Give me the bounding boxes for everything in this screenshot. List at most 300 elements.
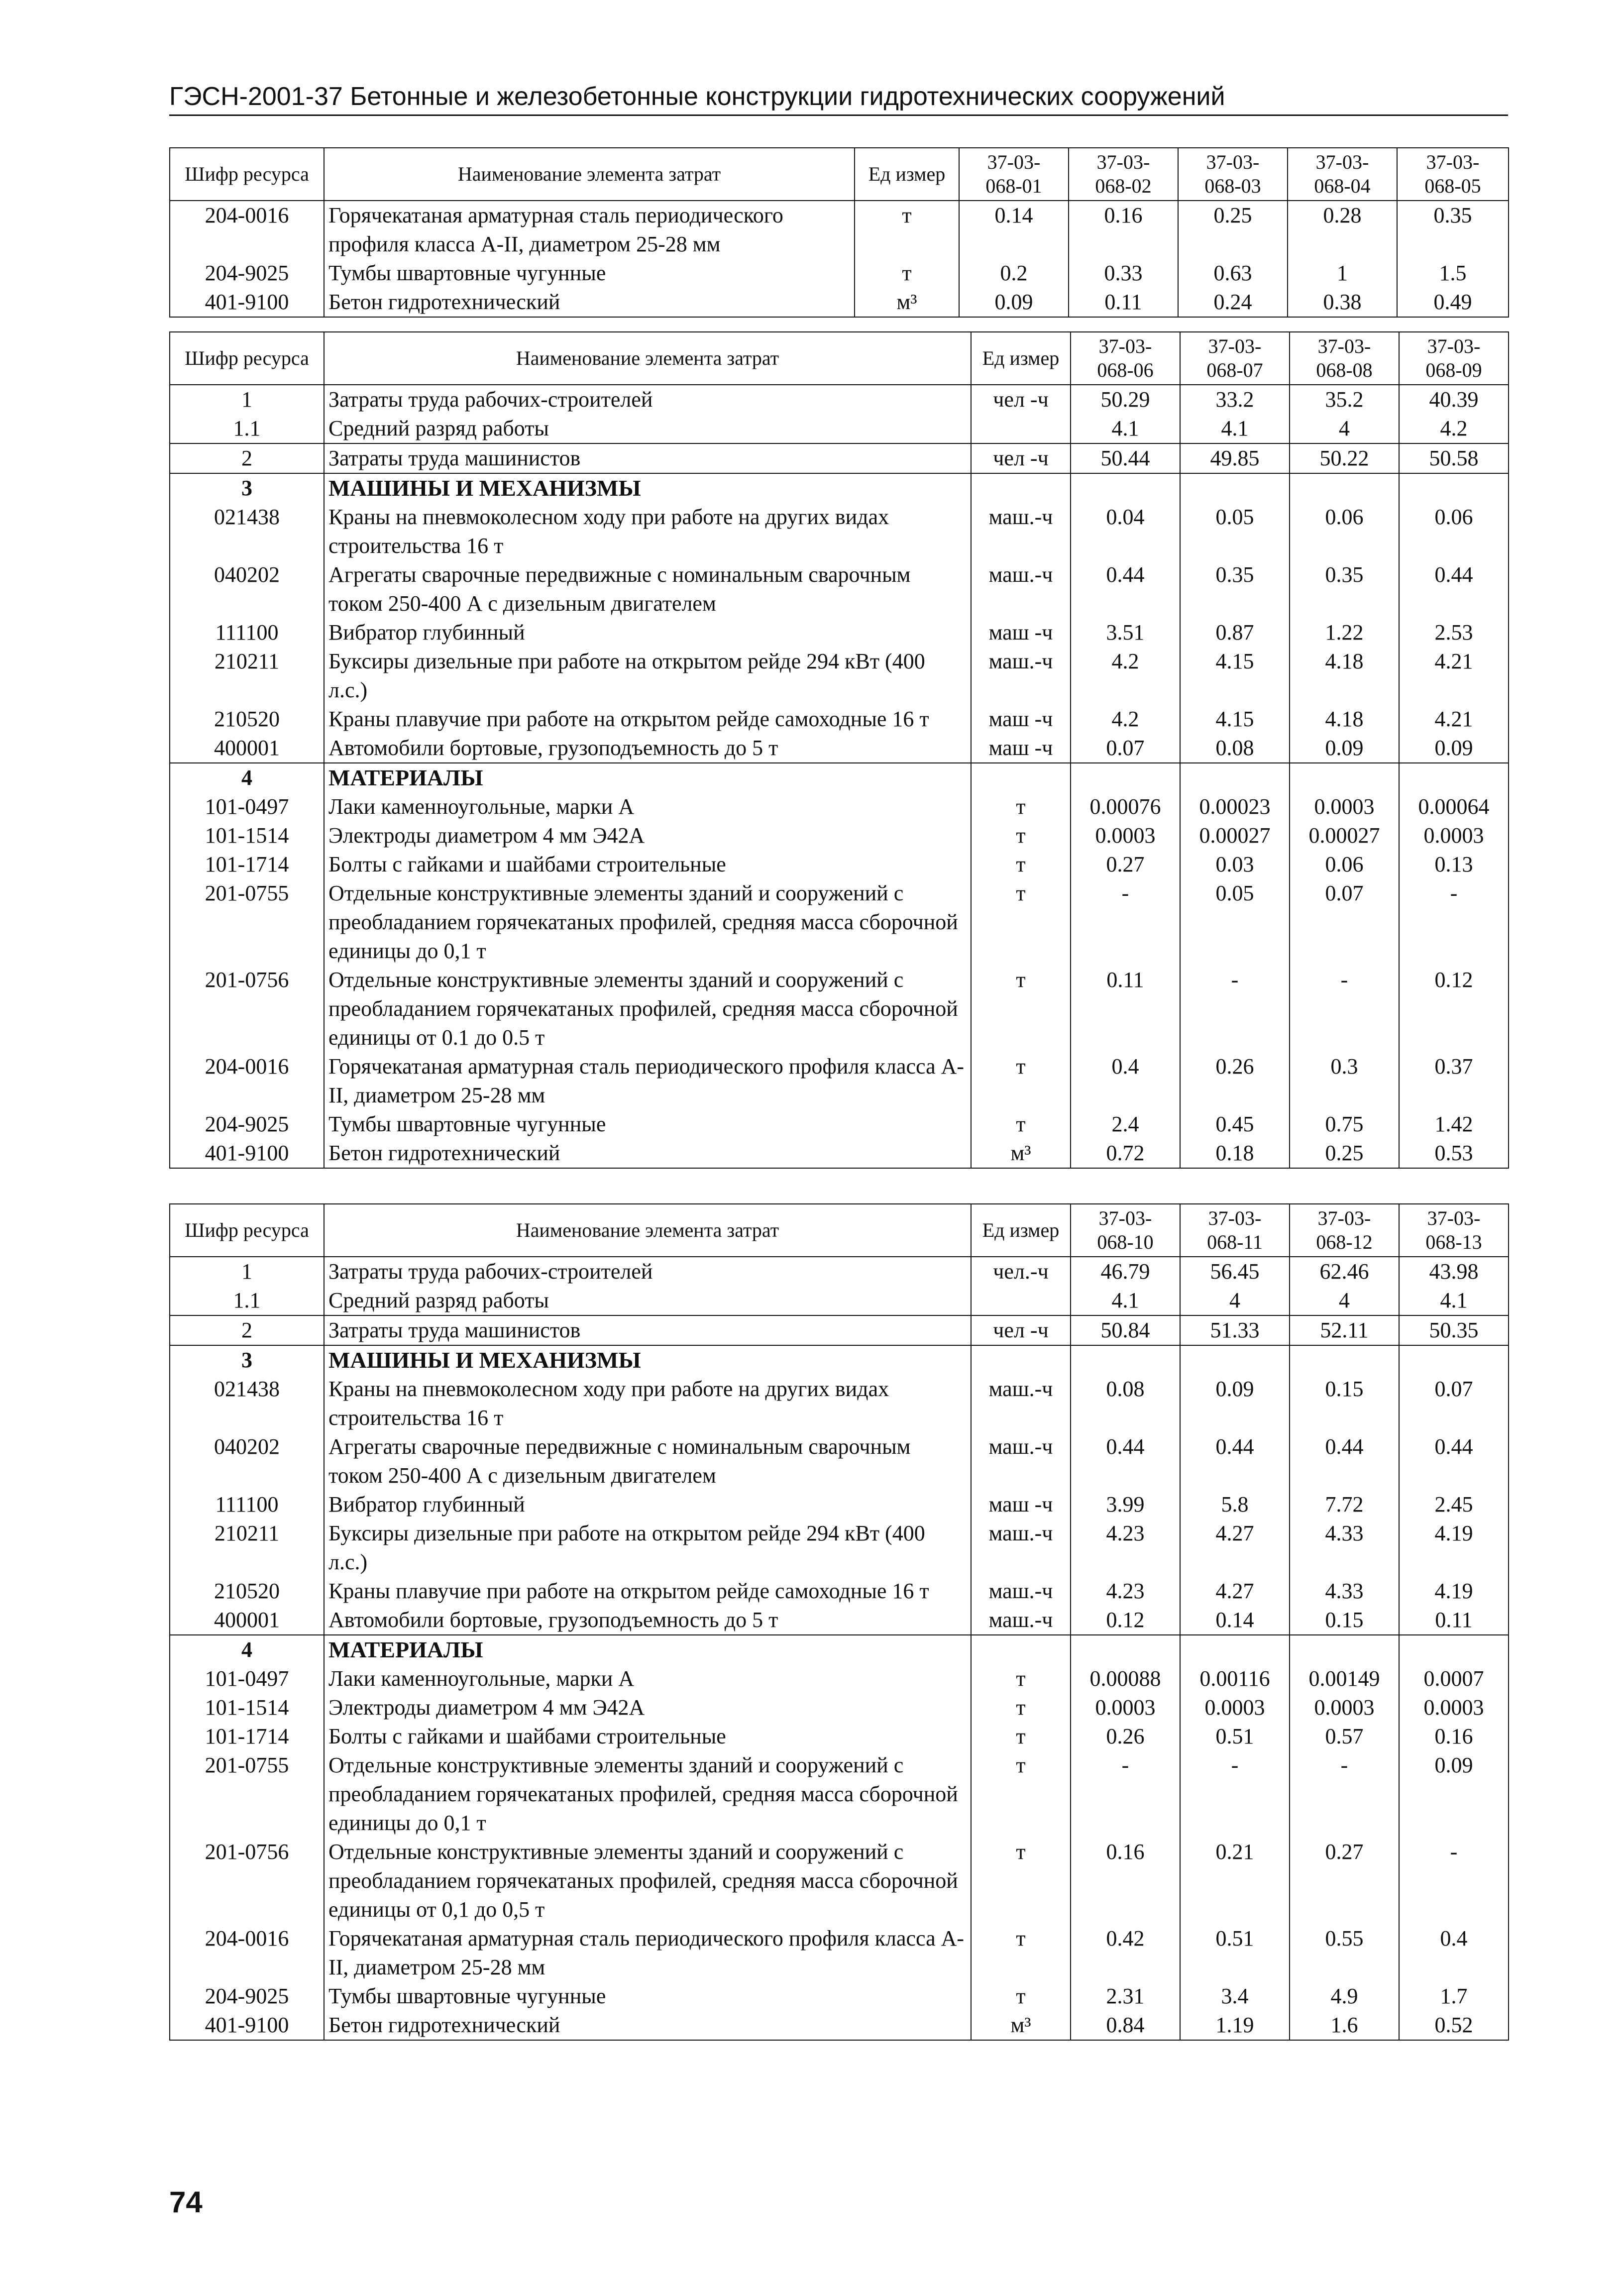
column-header-name: Наименование элемента затрат — [324, 148, 855, 201]
norm-value — [1071, 1635, 1180, 1664]
unit-of-measure — [971, 763, 1071, 792]
norm-value: 0.00116 — [1180, 1664, 1290, 1693]
norm-value: 40.39 — [1399, 385, 1509, 414]
table-row — [170, 1432, 1509, 1490]
norm-value: 0.25 — [1178, 201, 1288, 259]
column-header-unit: Ед измер — [971, 1204, 1071, 1257]
unit-of-measure: чел -ч — [971, 1315, 1071, 1345]
norm-value — [1399, 1635, 1509, 1664]
norm-value: 2.53 — [1399, 618, 1509, 647]
unit-of-measure: маш -ч — [971, 705, 1071, 734]
resource-name: Краны на пневмоколесном ходу при работе на других видах строительства 16 т — [324, 1375, 971, 1432]
resource-name: Краны на пневмоколесном ходу при работе на других видах строительства 16 т — [324, 503, 971, 560]
norm-value: 5.8 — [1180, 1490, 1290, 1519]
table-row — [170, 1722, 1509, 1751]
norm-value: - — [1290, 1751, 1399, 1838]
unit-of-measure: чел -ч — [971, 443, 1071, 473]
norm-value: 0.15 — [1290, 1375, 1399, 1432]
table-row — [170, 259, 1509, 288]
norm-value: 0.0003 — [1399, 1693, 1509, 1722]
norm-value: 0.4 — [1399, 1924, 1509, 1982]
column-header-name: Наименование элемента затрат — [324, 1204, 971, 1257]
resource-code: 101-0497 — [170, 1664, 324, 1693]
unit-of-measure: т — [971, 1722, 1071, 1751]
section-title: МАШИНЫ И МЕХАНИЗМЫ — [324, 1345, 971, 1375]
norm-value: 0.57 — [1290, 1722, 1399, 1751]
section-title: МАТЕРИАЛЫ — [324, 1635, 971, 1664]
unit-of-measure: маш.-ч — [971, 647, 1071, 705]
norm-value — [1399, 473, 1509, 503]
resource-name: Вибратор глубинный — [324, 1490, 971, 1519]
table-row — [170, 1519, 1509, 1577]
norm-value: 0.25 — [1290, 1139, 1399, 1168]
resource-code: 2 — [170, 443, 324, 473]
resource-name: Тумбы швартовные чугунные — [324, 1110, 971, 1139]
norm-value: 0.18 — [1180, 1139, 1290, 1168]
norm-value: 0.00149 — [1290, 1664, 1399, 1693]
norm-value: 0.11 — [1071, 966, 1180, 1052]
unit-of-measure: т — [971, 1924, 1071, 1982]
norm-value: 0.26 — [1180, 1052, 1290, 1110]
column-header-norm: 37-03- 068-10 — [1071, 1204, 1180, 1257]
unit-of-measure — [971, 473, 1071, 503]
norm-value: 4.27 — [1180, 1577, 1290, 1606]
column-header-code: Шифр ресурса — [170, 1204, 324, 1257]
norm-value: 0.03 — [1180, 850, 1290, 879]
resource-code: 210211 — [170, 647, 324, 705]
norm-value: 0.0003 — [1290, 792, 1399, 821]
resource-name: Болты с гайками и шайбами строительные — [324, 1722, 971, 1751]
norm-value: 7.72 — [1290, 1490, 1399, 1519]
column-header-norm: 37-03- 068-03 — [1178, 148, 1288, 201]
norm-value: - — [1399, 1838, 1509, 1924]
table-row — [170, 821, 1509, 850]
column-header-norm: 37-03- 068-12 — [1290, 1204, 1399, 1257]
norm-value: 0.28 — [1288, 201, 1397, 259]
unit-of-measure: маш -ч — [971, 1490, 1071, 1519]
section-title: МАШИНЫ И МЕХАНИЗМЫ — [324, 473, 971, 503]
resource-table-1 — [169, 147, 1509, 318]
resource-name: Буксиры дизельные при работе на открытом рейде 294 кВт (400 л.с.) — [324, 647, 971, 705]
unit-of-measure: т — [971, 1751, 1071, 1838]
resource-code: 4 — [170, 763, 324, 792]
table-row — [170, 1606, 1509, 1635]
norm-value: 0.35 — [1397, 201, 1509, 259]
unit-of-measure: т — [971, 966, 1071, 1052]
norm-value: 0.2 — [959, 259, 1069, 288]
column-header-code: Шифр ресурса — [170, 148, 324, 201]
norm-value: 49.85 — [1180, 443, 1290, 473]
norm-value: 1.42 — [1399, 1110, 1509, 1139]
norm-value: 62.46 — [1290, 1257, 1399, 1286]
norm-value: 0.38 — [1288, 288, 1397, 317]
unit-of-measure: т — [971, 1052, 1071, 1110]
unit-of-measure: м³ — [971, 1139, 1071, 1168]
norm-value: 0.07 — [1071, 734, 1180, 763]
unit-of-measure: маш.-ч — [971, 1432, 1071, 1490]
resource-name: Лаки каменноугольные, марки А — [324, 792, 971, 821]
table-row — [170, 443, 1509, 473]
norm-value: 4.15 — [1180, 705, 1290, 734]
unit-of-measure: маш.-ч — [971, 1606, 1071, 1635]
norm-value: 4.27 — [1180, 1519, 1290, 1577]
table-row — [170, 385, 1509, 414]
table-row — [170, 560, 1509, 618]
table-row — [170, 1315, 1509, 1345]
norm-value: 3.4 — [1180, 1982, 1290, 2011]
norm-value: 0.11 — [1069, 288, 1178, 317]
table-row — [170, 850, 1509, 879]
resource-code: 4 — [170, 1635, 324, 1664]
column-header-code: Шифр ресурса — [170, 332, 324, 385]
unit-of-measure: чел.-ч — [971, 1257, 1071, 1286]
norm-value: 0.16 — [1399, 1722, 1509, 1751]
norm-value: 4.2 — [1399, 414, 1509, 443]
norm-value: 46.79 — [1071, 1257, 1180, 1286]
norm-value: 4.18 — [1290, 647, 1399, 705]
norm-value: 2.4 — [1071, 1110, 1180, 1139]
norm-value: 4.21 — [1399, 705, 1509, 734]
norm-value: 0.12 — [1071, 1606, 1180, 1635]
resource-name: Агрегаты сварочные передвижные с номинальным сварочным током 250-400 А с дизельным двигателем — [324, 560, 971, 618]
resource-name: Бетон гидротехнический — [324, 2011, 971, 2040]
column-header-unit: Ед измер — [855, 148, 959, 201]
resource-code: 040202 — [170, 560, 324, 618]
norm-value — [1180, 1345, 1290, 1375]
unit-of-measure: т — [971, 879, 1071, 966]
table-row — [170, 879, 1509, 966]
resource-code: 401-9100 — [170, 1139, 324, 1168]
resource-code: 111100 — [170, 618, 324, 647]
norm-value: 0.3 — [1290, 1052, 1399, 1110]
norm-value: 4.33 — [1290, 1577, 1399, 1606]
norm-value: 0.11 — [1399, 1606, 1509, 1635]
column-header-norm: 37-03- 068-08 — [1290, 332, 1399, 385]
table-row — [170, 734, 1509, 763]
resource-code: 204-9025 — [170, 1982, 324, 2011]
column-header-norm: 37-03- 068-05 — [1397, 148, 1509, 201]
column-header-norm: 37-03- 068-04 — [1288, 148, 1397, 201]
norm-value: 50.35 — [1399, 1315, 1509, 1345]
norm-value: 0.51 — [1180, 1722, 1290, 1751]
table-row — [170, 1110, 1509, 1139]
table-row — [170, 1257, 1509, 1286]
norm-value: 0.44 — [1180, 1432, 1290, 1490]
norm-value: - — [1071, 1751, 1180, 1838]
norm-value: 50.22 — [1290, 443, 1399, 473]
norm-value: 0.05 — [1180, 879, 1290, 966]
resource-name: Средний разряд работы — [324, 1286, 971, 1315]
resource-code: 3 — [170, 1345, 324, 1375]
norm-value: 0.00076 — [1071, 792, 1180, 821]
norm-value: 0.44 — [1071, 1432, 1180, 1490]
resource-code: 210520 — [170, 1577, 324, 1606]
unit-of-measure: т — [971, 1664, 1071, 1693]
resource-name: Отдельные конструктивные элементы зданий и сооружений с преобладанием горячекатаных профилей, средняя масса сборочной единицы от 0,1 до 0,5 т — [324, 1838, 971, 1924]
norm-value — [1180, 763, 1290, 792]
norm-value: 1 — [1288, 259, 1397, 288]
norm-value: - — [1290, 966, 1399, 1052]
resource-code: 201-0756 — [170, 966, 324, 1052]
norm-value: 50.29 — [1071, 385, 1180, 414]
table-row — [170, 2011, 1509, 2040]
column-header-norm: 37-03- 068-13 — [1399, 1204, 1509, 1257]
norm-value: 51.33 — [1180, 1315, 1290, 1345]
unit-of-measure: т — [855, 259, 959, 288]
unit-of-measure: м³ — [971, 2011, 1071, 2040]
norm-value: 1.22 — [1290, 618, 1399, 647]
resource-code: 1.1 — [170, 414, 324, 443]
norm-value: 0.13 — [1399, 850, 1509, 879]
table-row — [170, 1751, 1509, 1838]
resource-code: 021438 — [170, 1375, 324, 1432]
resource-code: 3 — [170, 473, 324, 503]
norm-value: 4 — [1290, 414, 1399, 443]
norm-value: 1.7 — [1399, 1982, 1509, 2011]
table-row — [170, 288, 1509, 317]
norm-value — [1071, 1345, 1180, 1375]
norm-value: 4.1 — [1071, 1286, 1180, 1315]
column-header-norm: 37-03- 068-11 — [1180, 1204, 1290, 1257]
resource-code: 101-1714 — [170, 1722, 324, 1751]
resource-name: Электроды диаметром 4 мм Э42А — [324, 1693, 971, 1722]
norm-value: 0.07 — [1399, 1375, 1509, 1432]
norm-value — [1290, 1635, 1399, 1664]
resource-name: Горячекатаная арматурная сталь периодического профиля класса А-II, диаметром 25-28 мм — [324, 1052, 971, 1110]
norm-value: 4 — [1180, 1286, 1290, 1315]
norm-value: 0.44 — [1399, 560, 1509, 618]
norm-value: 0.06 — [1290, 503, 1399, 560]
resource-code: 111100 — [170, 1490, 324, 1519]
column-header-norm: 37-03- 068-01 — [959, 148, 1069, 201]
column-header-norm: 37-03- 068-06 — [1071, 332, 1180, 385]
column-header-norm: 37-03- 068-09 — [1399, 332, 1509, 385]
resource-code: 210520 — [170, 705, 324, 734]
norm-value: 0.55 — [1290, 1924, 1399, 1982]
norm-value: 0.0003 — [1290, 1693, 1399, 1722]
resource-code: 401-9100 — [170, 288, 324, 317]
unit-of-measure: т — [971, 850, 1071, 879]
resource-code: 2 — [170, 1315, 324, 1345]
norm-value: 4.1 — [1180, 414, 1290, 443]
resource-code: 101-1714 — [170, 850, 324, 879]
norm-value — [1290, 1345, 1399, 1375]
unit-of-measure: маш.-ч — [971, 560, 1071, 618]
resource-name: Тумбы швартовные чугунные — [324, 259, 855, 288]
norm-value: 0.21 — [1180, 1838, 1290, 1924]
resource-name: Вибратор глубинный — [324, 618, 971, 647]
resource-name: Горячекатаная арматурная сталь периодического профиля класса А-II, диаметром 25-28 мм — [324, 201, 855, 259]
norm-value: 0.00064 — [1399, 792, 1509, 821]
norm-value: 43.98 — [1399, 1257, 1509, 1286]
table-row — [170, 1693, 1509, 1722]
unit-of-measure — [971, 1635, 1071, 1664]
norm-value: 4 — [1290, 1286, 1399, 1315]
resource-name: Лаки каменноугольные, марки А — [324, 1664, 971, 1693]
norm-value: 0.44 — [1071, 560, 1180, 618]
norm-value: 0.06 — [1290, 850, 1399, 879]
resource-code: 401-9100 — [170, 2011, 324, 2040]
norm-value: - — [1071, 879, 1180, 966]
norm-value: 0.0003 — [1399, 821, 1509, 850]
norm-value: 3.99 — [1071, 1490, 1180, 1519]
norm-value: 52.11 — [1290, 1315, 1399, 1345]
resource-name: Тумбы швартовные чугунные — [324, 1982, 971, 2011]
norm-value: 4.1 — [1399, 1286, 1509, 1315]
norm-value: 50.44 — [1071, 443, 1180, 473]
unit-of-measure: т — [855, 201, 959, 259]
resource-code: 204-0016 — [170, 201, 324, 259]
table-row — [170, 1577, 1509, 1606]
norm-value: 0.37 — [1399, 1052, 1509, 1110]
column-header-norm: 37-03- 068-02 — [1069, 148, 1178, 201]
norm-value: 4.23 — [1071, 1519, 1180, 1577]
norm-value: 0.09 — [959, 288, 1069, 317]
norm-value: 0.75 — [1290, 1110, 1399, 1139]
unit-of-measure: маш -ч — [971, 734, 1071, 763]
section-row — [170, 763, 1509, 792]
norm-value: 0.04 — [1071, 503, 1180, 560]
norm-value: 4.15 — [1180, 647, 1290, 705]
resource-name: Затраты труда машинистов — [324, 443, 971, 473]
resource-code: 1 — [170, 1257, 324, 1286]
norm-value: 4.2 — [1071, 647, 1180, 705]
unit-of-measure: т — [971, 792, 1071, 821]
resource-code: 201-0756 — [170, 1838, 324, 1924]
norm-value: 1.6 — [1290, 2011, 1399, 2040]
table-row — [170, 503, 1509, 560]
table-row — [170, 966, 1509, 1052]
norm-value: 0.00088 — [1071, 1664, 1180, 1693]
norm-value — [1180, 473, 1290, 503]
unit-of-measure: маш.-ч — [971, 1577, 1071, 1606]
table-row — [170, 1286, 1509, 1315]
unit-of-measure — [971, 1345, 1071, 1375]
norm-value: 2.45 — [1399, 1490, 1509, 1519]
norm-value: 50.84 — [1071, 1315, 1180, 1345]
norm-value: 4.2 — [1071, 705, 1180, 734]
unit-of-measure: т — [971, 1982, 1071, 2011]
norm-value: 1.19 — [1180, 2011, 1290, 2040]
norm-value: 0.0003 — [1180, 1693, 1290, 1722]
norm-value: 0.87 — [1180, 618, 1290, 647]
norm-value: 35.2 — [1290, 385, 1399, 414]
resource-name: Бетон гидротехнический — [324, 288, 855, 317]
resource-code: 210211 — [170, 1519, 324, 1577]
norm-value: 0.09 — [1180, 1375, 1290, 1432]
unit-of-measure: маш.-ч — [971, 1375, 1071, 1432]
section-row — [170, 1635, 1509, 1664]
table-row — [170, 1838, 1509, 1924]
page-title: ГЭСН-2001-37 Бетонные и железобетонные конструкции гидротехнических сооружений — [169, 84, 1508, 116]
page-number: 74 — [169, 2185, 203, 2219]
resource-code: 400001 — [170, 1606, 324, 1635]
resource-name: Отдельные конструктивные элементы зданий и сооружений с преобладанием горячекатаных профилей, средняя масса сборочной единицы от 0.1 до 0.5 т — [324, 966, 971, 1052]
resource-name: Отдельные конструктивные элементы зданий и сооружений с преобладанием горячекатаных профилей, средняя масса сборочной единицы до 0,1 т — [324, 879, 971, 966]
section-row — [170, 1345, 1509, 1375]
table-row — [170, 792, 1509, 821]
unit-of-measure: м³ — [855, 288, 959, 317]
column-header-name: Наименование элемента затрат — [324, 332, 971, 385]
resource-code: 204-0016 — [170, 1924, 324, 1982]
unit-of-measure: маш.-ч — [971, 503, 1071, 560]
table-row — [170, 1664, 1509, 1693]
norm-value — [1290, 473, 1399, 503]
norm-value: 0.00027 — [1180, 821, 1290, 850]
resource-code: 400001 — [170, 734, 324, 763]
table-row — [170, 414, 1509, 443]
resource-name: Электроды диаметром 4 мм Э42А — [324, 821, 971, 850]
norm-value: 0.14 — [959, 201, 1069, 259]
norm-value: 4.18 — [1290, 705, 1399, 734]
norm-value: 0.51 — [1180, 1924, 1290, 1982]
norm-value: 0.08 — [1071, 1375, 1180, 1432]
resource-name: Болты с гайками и шайбами строительные — [324, 850, 971, 879]
norm-value: 0.4 — [1071, 1052, 1180, 1110]
norm-value — [1290, 763, 1399, 792]
norm-value — [1071, 763, 1180, 792]
norm-value: - — [1180, 1751, 1290, 1838]
table-row — [170, 647, 1509, 705]
norm-value — [1071, 473, 1180, 503]
norm-value: 1.5 — [1397, 259, 1509, 288]
norm-value: 0.12 — [1399, 966, 1509, 1052]
norm-value: 4.23 — [1071, 1577, 1180, 1606]
norm-value: 0.42 — [1071, 1924, 1180, 1982]
resource-code: 201-0755 — [170, 879, 324, 966]
resource-code: 101-1514 — [170, 821, 324, 850]
resource-name: Горячекатаная арматурная сталь периодического профиля класса А-II, диаметром 25-28 мм — [324, 1924, 971, 1982]
unit-of-measure: т — [971, 821, 1071, 850]
norm-value: 0.05 — [1180, 503, 1290, 560]
resource-code: 101-1514 — [170, 1693, 324, 1722]
norm-value: 4.19 — [1399, 1577, 1509, 1606]
resource-code: 101-0497 — [170, 792, 324, 821]
norm-value: 56.45 — [1180, 1257, 1290, 1286]
unit-of-measure: чел -ч — [971, 385, 1071, 414]
resource-name: Затраты труда машинистов — [324, 1315, 971, 1345]
norm-value — [1180, 1635, 1290, 1664]
norm-value: 0.45 — [1180, 1110, 1290, 1139]
norm-value: 0.14 — [1180, 1606, 1290, 1635]
unit-of-measure — [971, 1286, 1071, 1315]
norm-value: 4.21 — [1399, 647, 1509, 705]
norm-value: 4.19 — [1399, 1519, 1509, 1577]
resource-name: Отдельные конструктивные элементы зданий и сооружений с преобладанием горячекатаных профилей, средняя масса сборочной единицы до 0,1 т — [324, 1751, 971, 1838]
norm-value: 0.27 — [1290, 1838, 1399, 1924]
resource-name: Затраты труда рабочих-строителей — [324, 385, 971, 414]
resource-name: Буксиры дизельные при работе на открытом рейде 294 кВт (400 л.с.) — [324, 1519, 971, 1577]
section-row — [170, 473, 1509, 503]
norm-value: 0.09 — [1399, 734, 1509, 763]
unit-of-measure: т — [971, 1693, 1071, 1722]
norm-value: 0.27 — [1071, 850, 1180, 879]
norm-value: 0.63 — [1178, 259, 1288, 288]
norm-value: 4.1 — [1071, 414, 1180, 443]
resource-name: Средний разряд работы — [324, 414, 971, 443]
norm-value: 0.06 — [1399, 503, 1509, 560]
table-row — [170, 1052, 1509, 1110]
norm-value: 0.84 — [1071, 2011, 1180, 2040]
norm-value: 0.35 — [1180, 560, 1290, 618]
norm-value: 0.49 — [1397, 288, 1509, 317]
norm-value: 0.00027 — [1290, 821, 1399, 850]
norm-value: 0.26 — [1071, 1722, 1180, 1751]
unit-of-measure: маш.-ч — [971, 1519, 1071, 1577]
norm-value: 0.0007 — [1399, 1664, 1509, 1693]
column-header-unit: Ед измер — [971, 332, 1071, 385]
resource-table-3 — [169, 1203, 1509, 2041]
